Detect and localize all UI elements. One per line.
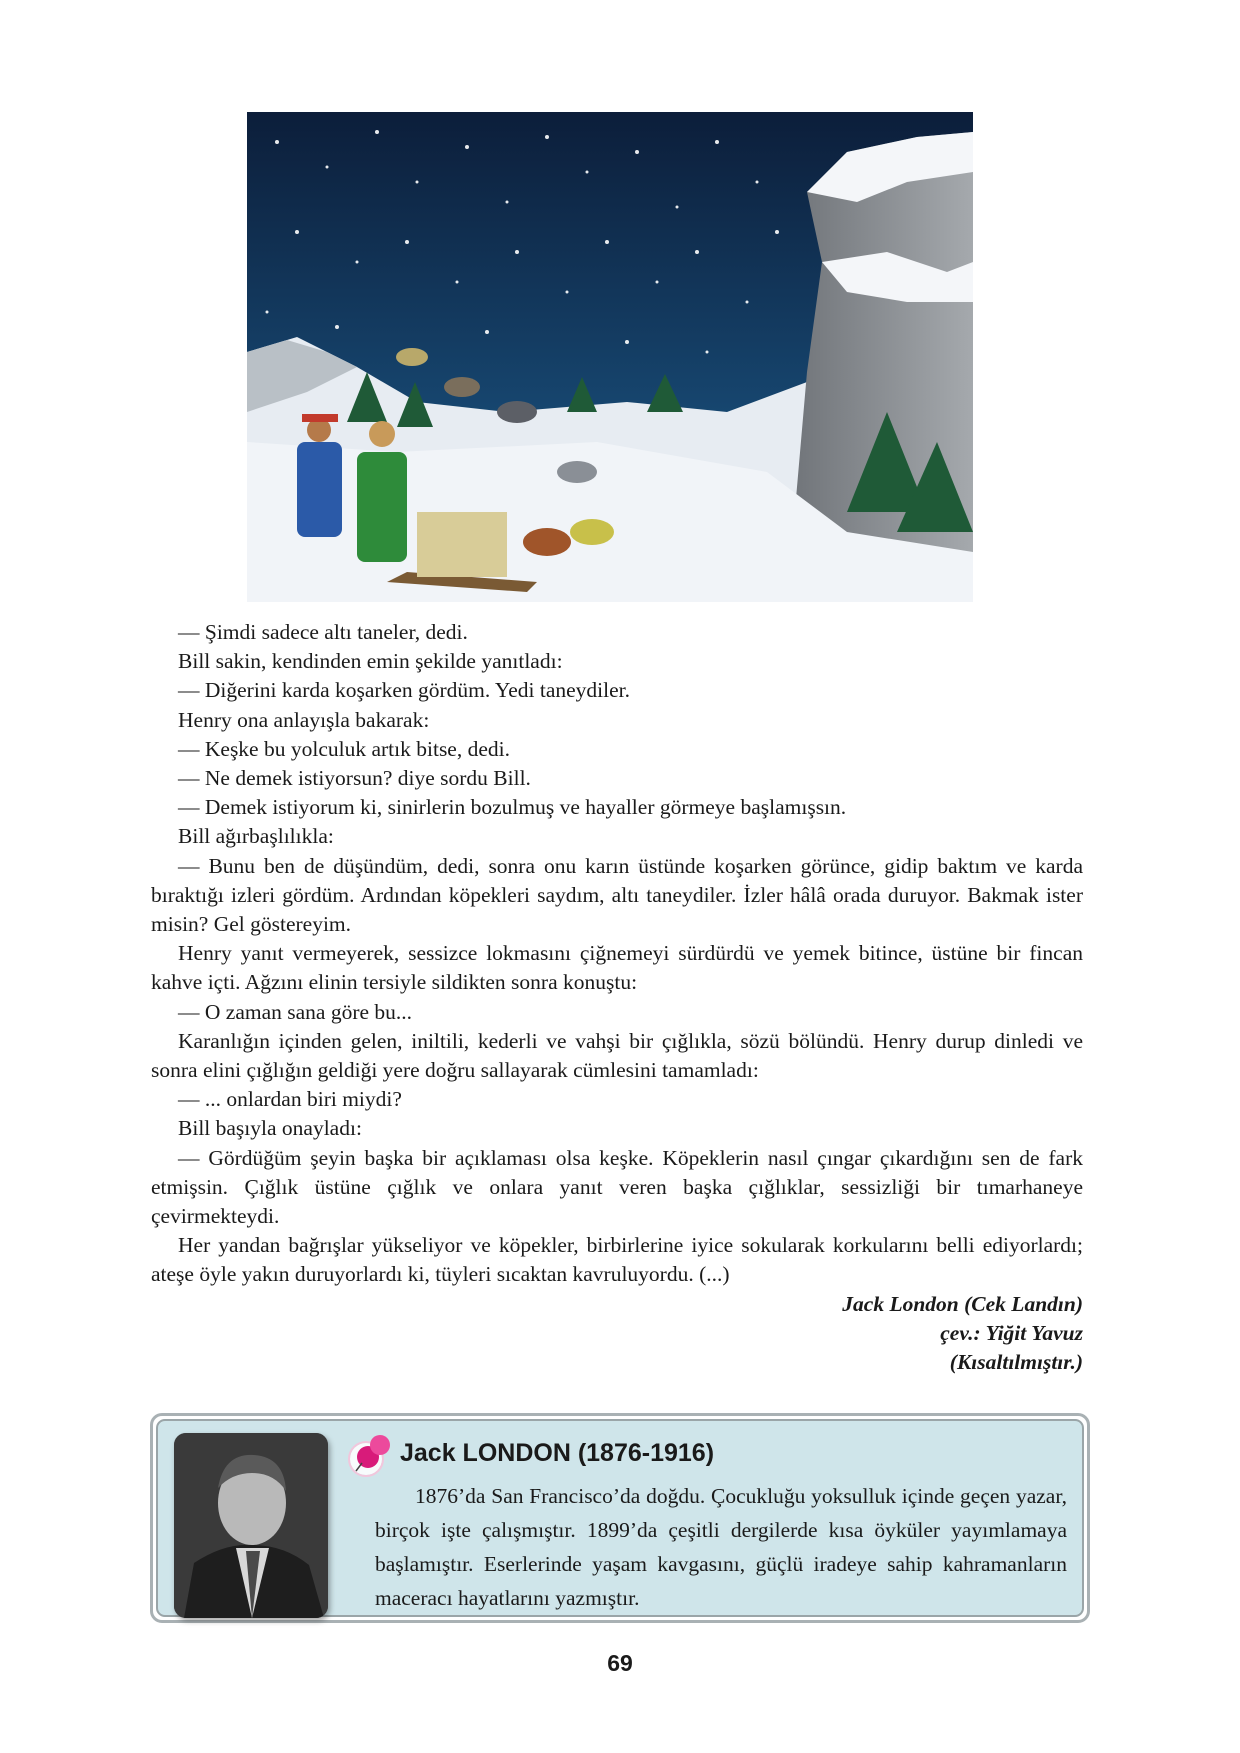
translator-credit: çev.: Yiğit Yavuz <box>940 1320 1083 1345</box>
story-paragraph: — Keşke bu yolculuk artık bitse, dedi. <box>178 736 510 761</box>
story-paragraph: Her yandan bağrışlar yükseliyor ve köpekler, birbirlerine iyice sokularak korkularını belli ediyorlardı; ateşe öyle yakın duruyorlardı ki, tüyleri sıcaktan kavruluyordu. (...) <box>151 1233 1083 1287</box>
author-credit: Jack London (Cek Landın) <box>842 1291 1083 1316</box>
bio-text <box>375 1479 1067 1615</box>
story-paragraph: — O zaman sana göre bu... <box>178 999 413 1024</box>
story-paragraph: — Ne demek istiyorsun? diye sordu Bill. <box>178 766 531 791</box>
author-photo <box>174 1433 328 1618</box>
story-paragraph: Karanlığın içinden gelen, iniltili, kederli ve vahşi bir çığlıkla, sözü bölündü. Henry durup dinledi ve sonra elini çığlığın geldiği yere doğru sallayarak cümlesini tamamladı: <box>151 1028 1083 1083</box>
bio-paragraph: 1876’da San Francisco’da doğdu. Çocukluğu yoksulluk içinde geçen yazar, birçok işte çalışmıştır. 1899’da çeşitli dergilerde kısa öyküler yayımlamaya başlamıştır. Eserlerinde yaşam kavgasını, güçlü iradeye sahip kahramanların maceracı hayatlarını yazmıştır. <box>375 1484 1067 1610</box>
winter-scene-image <box>247 112 973 602</box>
page-number: 69 <box>607 1650 633 1676</box>
story-paragraph: Bill ağırbaşlılıkla: <box>178 824 334 849</box>
story-paragraph: Bill sakin, kendinden emin şekilde yanıtladı: <box>178 649 563 674</box>
author-bio-box <box>150 1413 1090 1623</box>
story-paragraph: Henry yanıt vermeyerek, sessizce lokmasını çiğnemeyi sürdürdü ve yemek bitince, üstüne bir fincan kahve içti. Ağzını elinin tersiyle sildikten sonra konuştu: <box>151 941 1083 995</box>
story-paragraph: — ... onlardan biri miydi? <box>178 1087 402 1112</box>
story-paragraph: — Şimdi sadece altı taneler, dedi. <box>178 620 468 644</box>
story-paragraph: — Bunu ben de düşündüm, dedi, sonra onu karın üstünde koşarken görünce, gidip baktım ve karda bıraktığı izleri gördüm. Ardından köpekleri saydım, altı taneydiler. İzler hâlâ orada duruyor. Bakmak ister misin? Gel göstereyim. <box>151 853 1083 937</box>
story-paragraph: — Diğerini karda koşarken gördüm. Yedi taneydiler. <box>178 678 631 703</box>
bio-title: Jack LONDON (1876-1916) <box>400 1439 715 1467</box>
story-text <box>151 618 1083 1377</box>
pushpin-icon <box>348 1433 398 1477</box>
story-illustration <box>247 112 973 602</box>
story-paragraph: Bill başıyla onayladı: <box>178 1116 362 1141</box>
story-paragraph: — Gördüğüm şeyin başka bir açıklaması olsa keşke. Köpeklerin nasıl çıngar çıkardığını sen de fark etmişsin. Çığlık üstüne çığlık ve onlara yanıt veren başka çığlıklar, sessizliği bir tımarhaneye çevirmekteydi. <box>151 1145 1083 1229</box>
abridged-note: (Kısaltılmıştır.) <box>949 1350 1083 1375</box>
portrait-image <box>174 1433 328 1618</box>
author-bio-panel <box>156 1419 1084 1617</box>
story-paragraph: Henry ona anlayışla bakarak: <box>178 707 430 732</box>
story-paragraph: — Demek istiyorum ki, sinirlerin bozulmuş ve hayaller görmeye başlamışsın. <box>178 795 847 820</box>
